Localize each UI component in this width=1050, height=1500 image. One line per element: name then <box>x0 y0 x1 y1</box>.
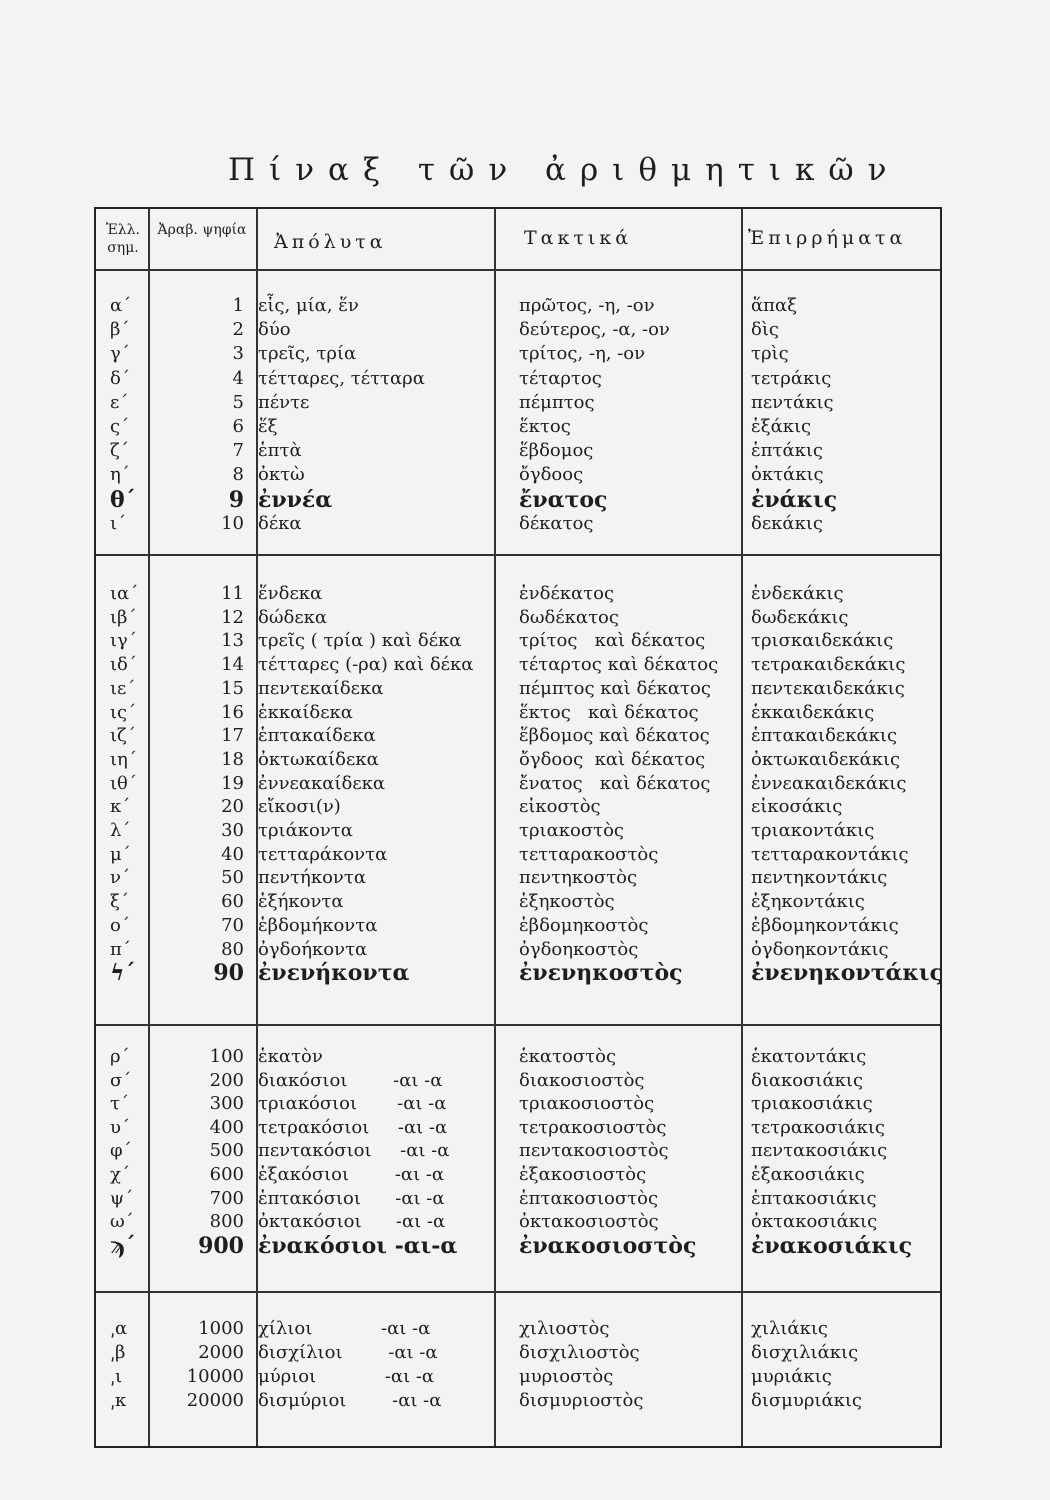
greek-sign-cell: ρ΄ <box>110 1046 130 1067</box>
table-row <box>96 582 940 606</box>
apolyta-cell: τριακόσιοι -αι -α <box>258 1093 447 1115</box>
greek-sign-cell: ϟ΄ <box>110 960 136 987</box>
apolyta-cell: χίλιοι -αι -α <box>258 1318 431 1339</box>
table-row <box>96 938 940 962</box>
taktika-cell: μυριοστὸς <box>519 1366 614 1387</box>
epirrimata-cell: δεκάκις <box>751 512 823 534</box>
epirrimata-cell: ἐνενηκοντάκις <box>751 960 943 987</box>
epirrimata-cell: ἑκατοντάκις <box>751 1046 867 1067</box>
taktika-cell: εἰκοστὸς <box>519 796 601 818</box>
taktika-cell: δωδέκατος <box>519 606 619 628</box>
page-title: Πίναξ τῶν ἀριθμητικῶν <box>228 152 901 188</box>
greek-sign-cell: τ΄ <box>110 1093 129 1115</box>
arabic-cell: 800 <box>209 1211 244 1233</box>
header-taktika: Τακτικά <box>524 227 633 249</box>
epirrimata-cell: δωδεκάκις <box>751 606 849 628</box>
taktika-cell: τρίτος, -η, -ον <box>519 343 646 365</box>
epirrimata-cell: πεντάκις <box>751 391 834 413</box>
apolyta-cell: τριάκοντα <box>258 820 353 841</box>
taktika-cell: δισμυριοστὸς <box>519 1390 644 1411</box>
taktika-cell: πέμπτος <box>519 391 595 413</box>
greek-sign-cell: ιθ΄ <box>110 772 137 794</box>
apolyta-cell: ἑκκαίδεκα <box>258 701 353 723</box>
arabic-cell: 60 <box>221 891 244 913</box>
taktika-cell: πεντακοσιοστὸς <box>519 1140 669 1162</box>
arabic-cell: 200 <box>209 1069 244 1091</box>
table-row <box>96 294 940 318</box>
greek-sign-cell: π΄ <box>110 938 131 960</box>
epirrimata-cell: ἑπτάκις <box>751 440 823 462</box>
epirrimata-cell: πεντακοσιάκις <box>751 1140 888 1162</box>
greek-sign-cell: φ΄ <box>110 1140 132 1162</box>
taktika-cell: ἑξακοσιοστὸς <box>519 1164 647 1185</box>
table-row <box>96 1163 940 1187</box>
apolyta-cell: τετρακόσιοι -αι -α <box>258 1116 448 1138</box>
greek-sign-cell: ιβ΄ <box>110 606 137 628</box>
header-greek-sign: Ἑλλ. σημ. <box>106 222 140 256</box>
greek-sign-cell: μ΄ <box>110 843 131 865</box>
apolyta-cell: ἑξήκοντα <box>258 891 344 913</box>
greek-sign-cell: υ΄ <box>110 1116 130 1138</box>
greek-sign-cell: ζ΄ <box>110 440 129 462</box>
apolyta-cell: μύριοι -αι -α <box>258 1366 435 1387</box>
table-row <box>96 342 940 366</box>
table-row <box>96 701 940 725</box>
taktika-cell: ἐνενηκοστὸς <box>519 960 683 987</box>
greek-sign-cell: ι΄ <box>110 512 127 534</box>
table-row <box>96 1187 940 1211</box>
epirrimata-cell: χιλιάκις <box>751 1318 828 1339</box>
apolyta-cell: πεντήκοντα <box>258 867 366 889</box>
apolyta-cell: τετταράκοντα <box>258 843 388 865</box>
table-row <box>96 1210 940 1234</box>
epirrimata-cell: ἑπτακοσιάκις <box>751 1187 877 1209</box>
greek-sign-cell: ε΄ <box>110 391 129 413</box>
greek-sign-cell: α΄ <box>110 295 132 316</box>
apolyta-cell: ἑκατὸν <box>258 1046 323 1067</box>
table-row <box>96 1365 940 1389</box>
apolyta-cell: ἐννέα <box>258 486 333 513</box>
greek-sign-cell: ͵α <box>110 1318 128 1339</box>
greek-sign-cell: ψ΄ <box>110 1187 134 1209</box>
table-row <box>96 890 940 914</box>
apolyta-cell: εἴκοσι(ν) <box>258 796 341 818</box>
arabic-cell: 13 <box>221 630 244 652</box>
epirrimata-cell: δισχιλιάκις <box>751 1342 859 1363</box>
greek-sign-cell: ͵ι <box>110 1366 123 1387</box>
taktika-cell: τριακοσιοστὸς <box>519 1093 655 1115</box>
table-row <box>96 653 940 677</box>
taktika-cell: τρίτος καὶ δέκατος <box>519 630 706 652</box>
table-row <box>96 1389 940 1413</box>
epirrimata-cell: δισμυριάκις <box>751 1390 863 1411</box>
arabic-cell: 8 <box>232 464 244 486</box>
header-arabic: Ἀραβ. ψηφία <box>157 222 247 238</box>
epirrimata-cell: τρὶς <box>751 343 789 365</box>
header-apolyta: Ἀπόλυτα <box>274 231 387 253</box>
apolyta-cell: ὀκτωκαίδεκα <box>258 748 379 770</box>
apolyta-cell: δισμύριοι -αι -α <box>258 1390 442 1411</box>
epirrimata-cell: δὶς <box>751 319 779 341</box>
epirrimata-cell: ὀγδοηκοντάκις <box>751 938 889 960</box>
greek-sign-cell: ω΄ <box>110 1211 134 1233</box>
epirrimata-cell: πεντηκοντάκις <box>751 867 888 889</box>
table-row <box>96 772 940 796</box>
arabic-cell: 14 <box>221 654 244 676</box>
table-row <box>96 1116 940 1140</box>
arabic-cell: 4 <box>232 367 244 389</box>
greek-sign-cell: ις΄ <box>110 701 137 723</box>
greek-sign-cell: ιζ΄ <box>110 725 136 747</box>
taktika-cell: ὄγδοος καὶ δέκατος <box>519 748 706 770</box>
greek-sign-cell: ιδ΄ <box>110 654 137 676</box>
epirrimata-cell: μυριάκις <box>751 1366 832 1387</box>
arabic-cell: 1000 <box>198 1318 244 1339</box>
arabic-cell: 3 <box>232 343 244 365</box>
table-row <box>96 439 940 463</box>
table-row <box>96 677 940 701</box>
group-divider <box>96 554 940 556</box>
greek-sign-cell: ιε΄ <box>110 677 136 699</box>
taktika-cell: τριακοστὸς <box>519 820 625 841</box>
table-row <box>96 843 940 867</box>
arabic-cell: 50 <box>221 867 244 889</box>
table-row <box>96 415 940 439</box>
epirrimata-cell: τρισκαιδεκάκις <box>751 630 894 652</box>
epirrimata-cell: ἐνάκις <box>751 486 838 513</box>
taktika-cell: ὀγδοηκοστὸς <box>519 938 639 960</box>
greek-sign-cell: ϡ΄ <box>110 1232 136 1259</box>
table-row <box>96 819 940 843</box>
table-row <box>96 795 940 819</box>
apolyta-cell: ἐνακόσιοι -αι-α <box>258 1232 458 1259</box>
epirrimata-cell: τετράκις <box>751 367 832 389</box>
greek-sign-cell: ια΄ <box>110 583 139 604</box>
apolyta-cell: ὀγδοήκοντα <box>258 938 368 960</box>
arabic-cell: 19 <box>221 772 244 794</box>
table-row <box>96 606 940 630</box>
greek-sign-cell: λ΄ <box>110 820 131 841</box>
taktika-cell: δέκατος <box>519 512 594 534</box>
greek-sign-cell: ο΄ <box>110 914 130 936</box>
apolyta-cell: πέντε <box>258 391 310 413</box>
taktika-cell: ἕκτος καὶ δέκατος <box>519 701 699 723</box>
greek-sign-cell: σ΄ <box>110 1069 132 1091</box>
table-row <box>96 1069 940 1093</box>
greek-sign-cell: γ΄ <box>110 343 130 365</box>
epirrimata-cell: ἐννεακαιδεκάκις <box>751 772 907 794</box>
apolyta-cell: ὀκτακόσιοι -αι -α <box>258 1211 446 1233</box>
arabic-cell: 1 <box>232 295 244 316</box>
taktika-cell: ἕβδομος καὶ δέκατος <box>519 725 710 747</box>
apolyta-cell: τέτταρες, τέτταρα <box>258 367 425 389</box>
taktika-cell: τέταρτος <box>519 367 602 389</box>
apolyta-cell: τέτταρες (-ρα) καὶ δέκα <box>258 654 474 676</box>
arabic-cell: 9 <box>228 486 244 513</box>
epirrimata-cell: ὀκτακοσιάκις <box>751 1211 878 1233</box>
taktika-cell: ἑβδομηκοστὸς <box>519 914 649 936</box>
epirrimata-cell: ἑπτακαιδεκάκις <box>751 725 898 747</box>
arabic-cell: 16 <box>221 701 244 723</box>
apolyta-cell: δύο <box>258 319 291 341</box>
arabic-cell: 700 <box>209 1187 244 1209</box>
apolyta-cell: ἑπτακαίδεκα <box>258 725 376 747</box>
taktika-cell: ὀκτακοσιοστὸς <box>519 1211 659 1233</box>
taktika-cell: ὄγδοος <box>519 464 584 486</box>
table-row <box>96 1341 940 1365</box>
taktika-cell: τετρακοσιοστὸς <box>519 1116 667 1138</box>
table-row <box>96 748 940 772</box>
arabic-cell: 10 <box>221 512 244 534</box>
epirrimata-cell: τετρακοσιάκις <box>751 1116 885 1138</box>
table-row <box>96 914 940 938</box>
taktika-cell: δεύτερος, -α, -ον <box>519 319 670 341</box>
arabic-cell: 400 <box>209 1116 244 1138</box>
table-row <box>96 866 940 890</box>
apolyta-cell: πεντεκαίδεκα <box>258 677 384 699</box>
greek-sign-cell: ͵β <box>110 1342 126 1363</box>
arabic-cell: 10000 <box>186 1366 244 1387</box>
table-row <box>96 318 940 342</box>
greek-sign-cell: β΄ <box>110 319 130 341</box>
arabic-cell: 6 <box>232 416 244 437</box>
epirrimata-cell: εἰκοσάκις <box>751 796 843 818</box>
apolyta-cell: ἑξακόσιοι -αι -α <box>258 1164 445 1185</box>
arabic-cell: 40 <box>221 843 244 865</box>
apolyta-cell: εἷς, μία, ἕν <box>258 295 359 316</box>
apolyta-cell: ἑπτακόσιοι -αι -α <box>258 1187 445 1209</box>
arabic-cell: 2 <box>232 319 244 341</box>
epirrimata-cell: ὀκτωκαιδεκάκις <box>751 748 901 770</box>
table-row <box>96 367 940 391</box>
table-row <box>96 488 940 512</box>
taktika-cell: ἑνδέκατος <box>519 583 615 604</box>
greek-sign-cell: ιη΄ <box>110 748 137 770</box>
greek-sign-cell: θ΄ <box>110 486 136 513</box>
group-divider <box>96 1024 940 1026</box>
arabic-cell: 900 <box>198 1232 244 1259</box>
greek-sign-cell: ιγ΄ <box>110 630 137 652</box>
epirrimata-cell: ἅπαξ <box>751 295 798 316</box>
taktika-cell: δισχιλιοστὸς <box>519 1342 640 1363</box>
apolyta-cell: ἑβδομήκοντα <box>258 914 378 936</box>
taktika-cell: ἕβδομος <box>519 440 594 462</box>
table-row <box>96 1092 940 1116</box>
header-epirrimata: Ἐπιρρήματα <box>748 227 907 249</box>
apolyta-cell: ἐννεακαίδεκα <box>258 772 386 794</box>
greek-sign-cell: η΄ <box>110 464 130 486</box>
apolyta-cell: τρεῖς, τρία <box>258 343 357 365</box>
arabic-cell: 15 <box>221 677 244 699</box>
taktika-cell: ἔνατος καὶ δέκατος <box>519 772 711 794</box>
table-row <box>96 724 940 748</box>
taktika-cell: ἑκατοστὸς <box>519 1046 617 1067</box>
epirrimata-cell: ἑξάκις <box>751 416 812 437</box>
taktika-cell: ἑξηκοστὸς <box>519 891 615 913</box>
table-row <box>96 629 940 653</box>
arabic-cell: 600 <box>209 1164 244 1185</box>
taktika-cell: τετταρακοστὸς <box>519 843 659 865</box>
taktika-cell: χιλιοστὸς <box>519 1318 610 1339</box>
table-row <box>96 1234 940 1258</box>
arabic-cell: 5 <box>232 391 244 413</box>
taktika-cell: πέμπτος καὶ δέκατος <box>519 677 711 699</box>
arabic-cell: 100 <box>209 1046 244 1067</box>
epirrimata-cell: ὀκτάκις <box>751 464 824 486</box>
taktika-cell: ἐνακοσιοστὸς <box>519 1232 697 1259</box>
table-row <box>96 1139 940 1163</box>
arabic-cell: 30 <box>221 820 244 841</box>
greek-sign-cell: ν΄ <box>110 867 130 889</box>
header-divider <box>96 269 940 271</box>
epirrimata-cell: ἑξακοσιάκις <box>751 1164 865 1185</box>
arabic-cell: 17 <box>221 725 244 747</box>
apolyta-cell: ὀκτὼ <box>258 464 305 486</box>
epirrimata-cell: τετταρακοντάκις <box>751 843 909 865</box>
group-divider <box>96 1291 940 1293</box>
apolyta-cell: δώδεκα <box>258 606 328 628</box>
epirrimata-cell: ἐνακοσιάκις <box>751 1232 913 1259</box>
arabic-cell: 7 <box>232 440 244 462</box>
table-row <box>96 1317 940 1341</box>
arabic-cell: 2000 <box>198 1342 244 1363</box>
greek-sign-cell: ξ΄ <box>110 891 129 913</box>
epirrimata-cell: ἑξηκοντάκις <box>751 891 865 913</box>
arabic-cell: 90 <box>213 960 244 987</box>
apolyta-cell: διακόσιοι -αι -α <box>258 1069 443 1091</box>
table-row <box>96 463 940 487</box>
greek-sign-cell: δ΄ <box>110 367 130 389</box>
taktika-cell: ἔνατος <box>519 486 608 513</box>
epirrimata-cell: πεντεκαιδεκάκις <box>751 677 905 699</box>
arabic-cell: 20000 <box>186 1390 244 1411</box>
taktika-cell: διακοσιοστὸς <box>519 1069 645 1091</box>
apolyta-cell: πεντακόσιοι -αι -α <box>258 1140 450 1162</box>
table-row <box>96 1045 940 1069</box>
epirrimata-cell: διακοσιάκις <box>751 1069 864 1091</box>
apolyta-cell: δέκα <box>258 512 302 534</box>
table-row <box>96 391 940 415</box>
taktika-cell: τέταρτος καὶ δέκατος <box>519 654 719 676</box>
arabic-cell: 11 <box>221 583 244 604</box>
apolyta-cell: ἑπτὰ <box>258 440 302 462</box>
taktika-cell: πρῶτος, -η, -ον <box>519 295 655 316</box>
epirrimata-cell: τριακοσιάκις <box>751 1093 873 1115</box>
epirrimata-cell: ἑκκαιδεκάκις <box>751 701 875 723</box>
epirrimata-cell: τετρακαιδεκάκις <box>751 654 906 676</box>
numerals-table <box>94 207 942 1448</box>
arabic-cell: 18 <box>221 748 244 770</box>
apolyta-cell: ἕξ <box>258 416 278 437</box>
greek-sign-cell: κ΄ <box>110 796 131 818</box>
epirrimata-cell: ἑβδομηκοντάκις <box>751 914 899 936</box>
arabic-cell: 70 <box>221 914 244 936</box>
apolyta-cell: τρεῖς ( τρία ) καὶ δέκα <box>258 630 462 652</box>
arabic-cell: 12 <box>221 606 244 628</box>
arabic-cell: 80 <box>221 938 244 960</box>
table-row <box>96 512 940 536</box>
epirrimata-cell: ἑνδεκάκις <box>751 583 844 604</box>
epirrimata-cell: τριακοντάκις <box>751 820 875 841</box>
arabic-cell: 300 <box>209 1093 244 1115</box>
taktika-cell: πεντηκοστὸς <box>519 867 638 889</box>
greek-sign-cell: ς΄ <box>110 416 130 437</box>
greek-sign-cell: ͵κ <box>110 1390 127 1411</box>
greek-sign-cell: χ΄ <box>110 1164 130 1185</box>
taktika-cell: ἑπτακοσιοστὸς <box>519 1187 659 1209</box>
taktika-cell: ἕκτος <box>519 416 571 437</box>
apolyta-cell: δισχίλιοι -αι -α <box>258 1342 438 1363</box>
apolyta-cell: ἕνδεκα <box>258 583 323 604</box>
table-row <box>96 960 943 987</box>
arabic-cell: 20 <box>221 796 244 818</box>
apolyta-cell: ἐνενήκοντα <box>258 960 410 987</box>
arabic-cell: 500 <box>209 1140 244 1162</box>
